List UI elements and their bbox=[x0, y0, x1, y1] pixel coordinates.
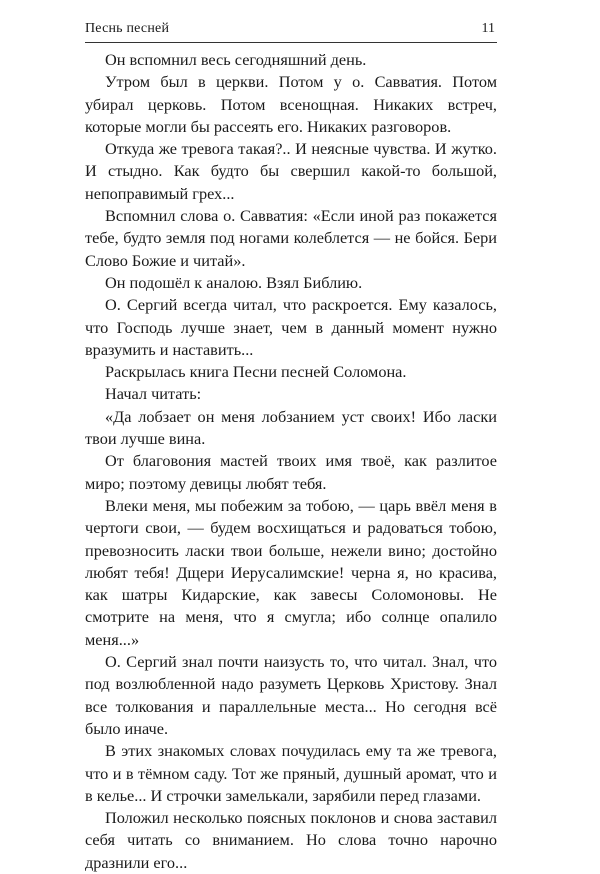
paragraph: Положил несколько поясных поклонов и снова заставил себя читать со вниманием. Но слова точно нарочно дразнили его... bbox=[85, 808, 497, 872]
paragraph: О. Сергий всегда читал, что раскроется. Ему казалось, что Господь лучше знает, чем в данный момент нужно вразумить и наставить... bbox=[85, 295, 497, 359]
running-header bbox=[85, 20, 497, 43]
paragraph: Раскрылась книга Песни песней Соломона. bbox=[105, 362, 407, 382]
paragraph: Он вспомнил весь сегодняшний день. bbox=[105, 50, 367, 69]
paragraph: О. Сергий знал почти наизусть то, что читал. Знал, что под возлюбленной надо разуметь Церковь Христову. Знал все толкования и параллельные места... Но сегодня всё было иначе. bbox=[85, 652, 497, 738]
paragraph: Начал читать: bbox=[105, 384, 202, 404]
paragraph: От благовония мастей твоих имя твоё, как разлитое миро; поэтому девицы любят тебя. bbox=[85, 451, 497, 493]
paragraph: Он подошёл к аналою. Взял Библию. bbox=[105, 272, 363, 292]
paragraph: В этих знакомых словах почудилась ему та же тревога, что и в тёмном саду. Тот же пряный, душный аромат, что и в келье... И строчки замелькали, зарябили перед глазами. bbox=[85, 741, 497, 805]
running-title: Песнь песней bbox=[85, 21, 170, 36]
body-text bbox=[85, 49, 497, 874]
paragraph: Вспомнил слова о. Савватия: «Если иной раз покажется тебе, будто земля под ногами колеблется — не бойся. Бери Слово Божие и читай». bbox=[85, 206, 497, 270]
paragraph: Откуда же тревога такая?.. И неясные чувства. И жутко. И стыдно. Как будто бы свершил какой-то большой, непоправимый грех... bbox=[85, 139, 497, 203]
paragraph: Влеки меня, мы побежим за тобою, — царь ввёл меня в чертоги свои, — будем восхищаться и радоваться тобою, превозносить ласки твои больше, нежели вино; достойно любят тебя! Дщери Иерусалимские! черна я, но красива, как шатры Кидарские, как завесы Соломоновы. Не смотрите на меня, что я смугла; ибо солнце опалило меня...» bbox=[85, 495, 497, 649]
paragraph: «Да лобзает он меня лобзанием уст своих! Ибо ласки твои лучше вина. bbox=[85, 406, 497, 449]
page-number: 11 bbox=[481, 21, 495, 36]
paragraph: Утром был в церкви. Потом у о. Савватия. Потом убирал церковь. Потом всенощная. Никаких встреч, которые могли бы рассеять его. Никаких разговоров. bbox=[85, 72, 497, 136]
